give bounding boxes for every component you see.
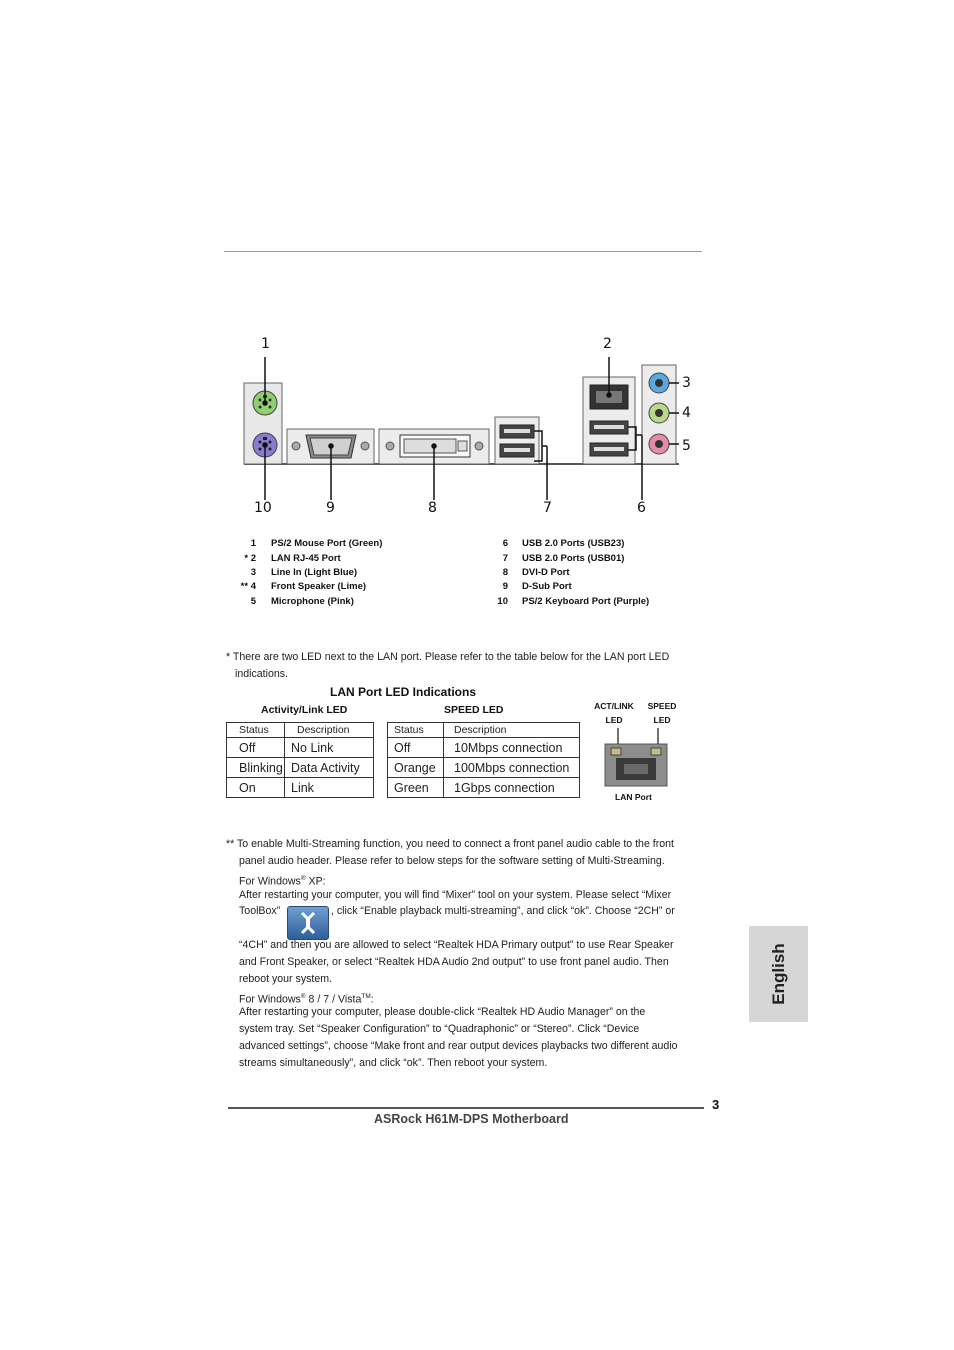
callout-10: 10 [254,500,272,516]
col-status: Status [227,723,285,738]
instruction-line: ToolBox” [239,905,281,917]
instruction-line: system tray. Set “Speaker Configuration” to “Quadraphonic” or “Stereo”. Click “Device [239,1023,640,1035]
description-cell: No Link [285,738,374,758]
callout-3: 3 [682,375,691,391]
status-cell: On [227,778,285,798]
table-row [227,758,374,778]
callout-9: 9 [326,500,335,516]
wrench-icon [288,907,328,939]
footer-product-name: ASRock H61M-DPS Motherboard [374,1112,569,1126]
status-cell: Green [388,778,444,798]
lan-port-icon [598,728,672,788]
callout-4: 4 [682,405,691,421]
callout-1: 1 [261,336,270,352]
speed-led-table [387,722,580,798]
col-description: Description [444,723,580,738]
lan-note-line: * There are two LED next to the LAN port. Please refer to the table below for the LAN port LED [226,651,670,663]
led-section-title: LAN Port LED Indications [330,685,477,699]
lan-note-line: indications. [235,668,288,680]
callout-7: 7 [543,500,552,516]
activity-led-table [226,722,374,798]
io-panel-drawing [224,335,702,520]
mixer-toolbox-icon [287,906,329,940]
col-description: Description [285,723,374,738]
speed-led-label: SPEED LED [647,701,677,725]
description-cell: 100Mbps connection [444,758,580,778]
instruction-line: For Windows® 8 / 7 / Vista™: [239,993,374,1006]
act-link-led-label: ACT/LINK LED [594,701,634,725]
instruction-line: After restarting your computer, you will find “Mixer” tool on your system. Please select “Mixer [239,889,672,901]
callout-5: 5 [682,438,691,454]
callout-2: 2 [603,336,612,352]
status-cell: Off [388,738,444,758]
callout-6: 6 [637,500,646,516]
table-row [388,778,580,798]
instruction-line: advanced settings”, choose “Make front and rear output devices playbacks two different audio [239,1040,678,1052]
instruction-line: After restarting your computer, please double-click “Realtek HD Audio Manager” on the [239,1006,646,1018]
table-row [388,758,580,778]
table-row [227,778,374,798]
table-row [227,738,374,758]
description-cell: 1Gbps connection [444,778,580,798]
page-number: 3 [712,1097,720,1112]
footer-rule [228,1107,704,1109]
instruction-line: , click “Enable playback multi-streaming”, and click “ok”. Choose “2CH” or [331,905,675,917]
instruction-line: ** To enable Multi-Streaming function, you need to connect a front panel audio cable to the front [226,838,674,850]
activity-led-heading: Activity/Link LED [261,704,348,716]
instruction-line: reboot your system. [239,973,333,985]
language-label: English [768,943,788,1005]
description-cell: 10Mbps connection [444,738,580,758]
table-row [388,738,580,758]
instruction-line: and Front Speaker, or select “Realtek HDA Audio 2nd output” to use front panel audio. Then [239,956,669,968]
instruction-line: For Windows® XP: [239,875,326,888]
instruction-line: “4CH” and then you are allowed to select “Realtek HDA Primary output” to use Rear Speaker [239,939,674,951]
instruction-line: streams simultaneously”, and click “ok”. Then reboot your system. [239,1057,548,1069]
speed-led-heading: SPEED LED [444,704,504,716]
status-cell: Orange [388,758,444,778]
status-cell: Blinking [227,758,285,778]
callout-8: 8 [428,500,437,516]
col-status: Status [388,723,444,738]
description-cell: Data Activity [285,758,374,778]
language-side-tab [749,926,808,1022]
status-cell: Off [227,738,285,758]
header-rule [224,251,702,252]
description-cell: Link [285,778,374,798]
lan-port-caption: LAN Port [615,792,652,802]
instruction-line: panel audio header. Please refer to below steps for the software setting of Multi-Streaming. [239,855,665,867]
io-panel-diagram [224,335,702,520]
